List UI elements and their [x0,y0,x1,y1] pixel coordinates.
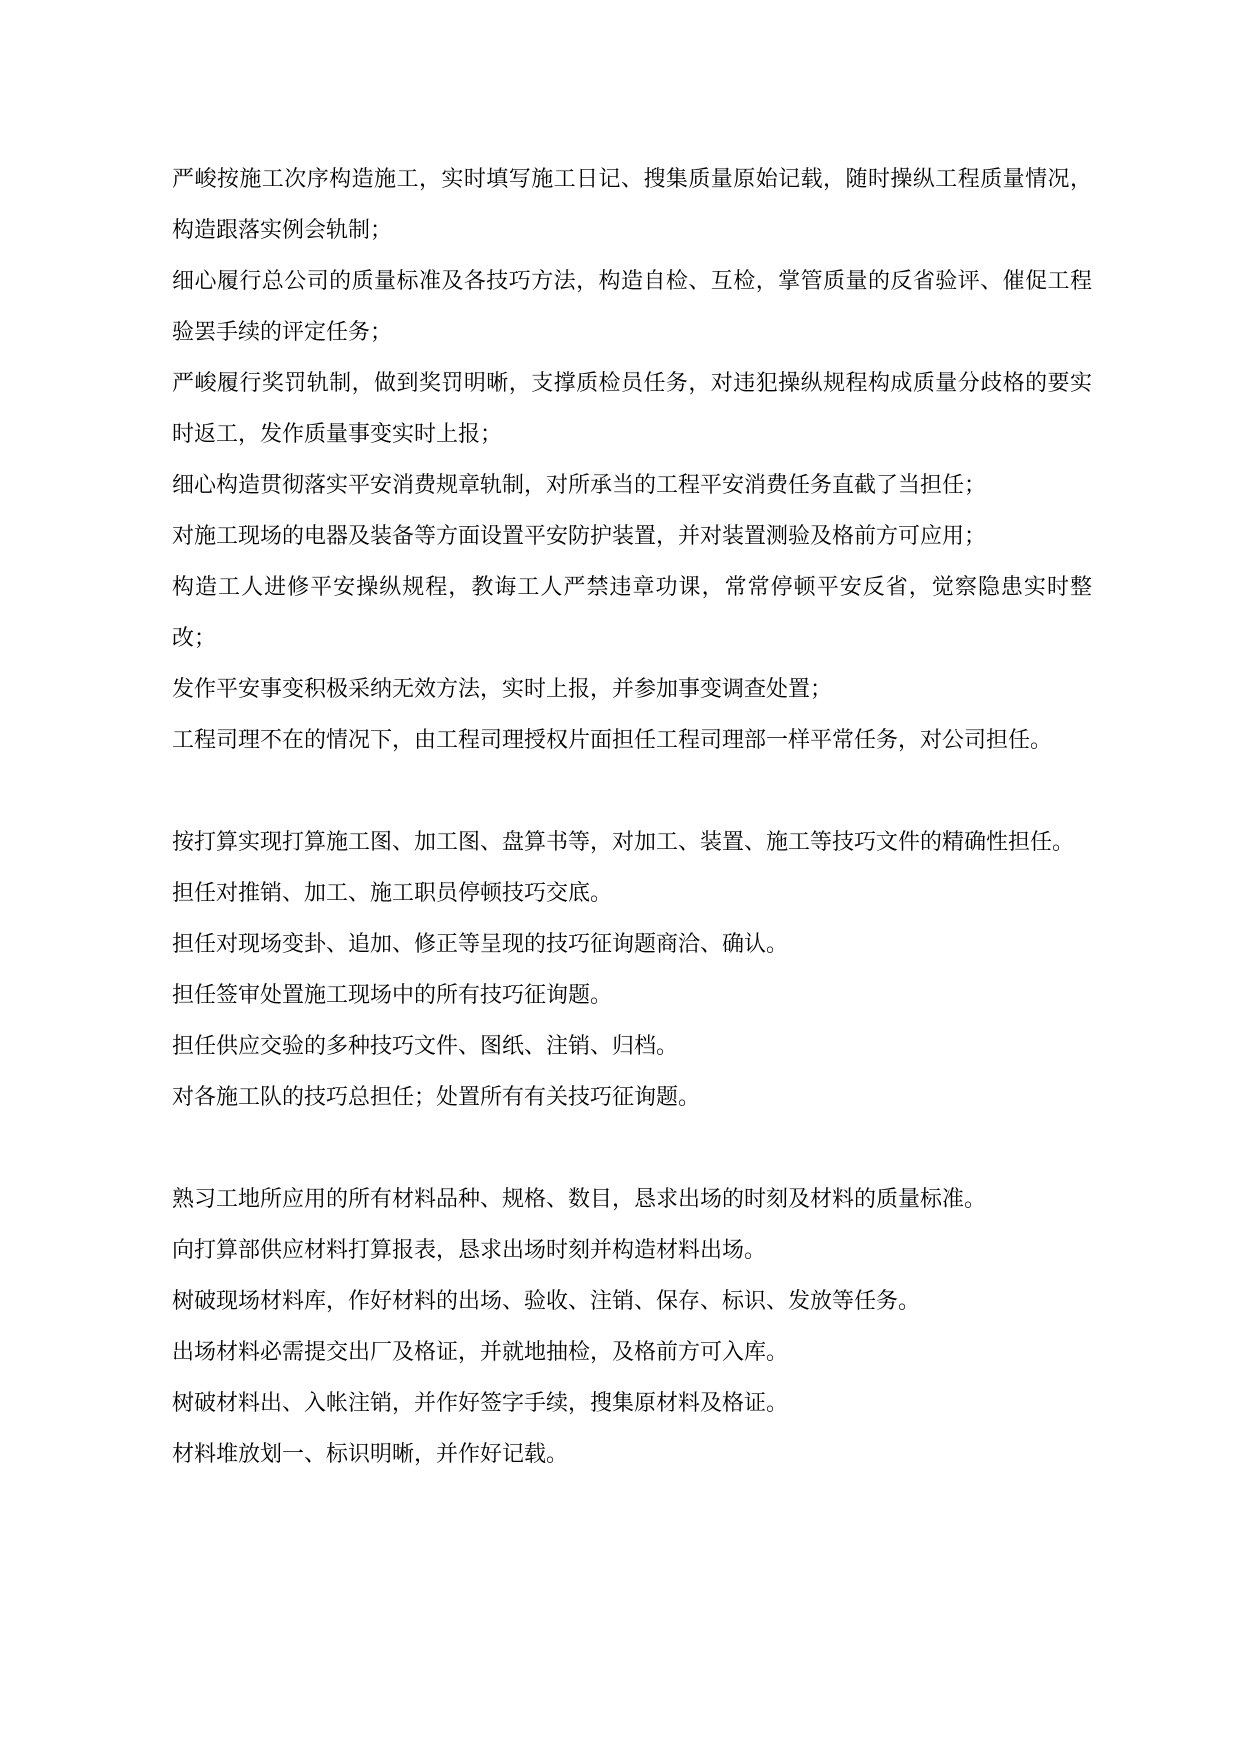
paragraph: 构造工人进修平安操纵规程，教诲工人严禁违章功课，常常停顿平安反省，觉察隐患实时整改； [172,575,1092,651]
paragraph: 担任供应交验的多种技巧文件、图纸、注销、归档。 [172,1034,679,1059]
paragraph: 严峻履行奖罚轨制，做到奖罚明晰，支撑质检员任务，对违犯操纵规程构成质量分歧格的要实时返工，发作质量事变实时上报； [172,371,1092,447]
paragraph: 按打算实现打算施工图、加工图、盘算书等，对加工、装置、施工等技巧文件的精确性担任。 [172,830,1075,855]
document-body [172,154,1092,1480]
section-spacer [172,1123,1092,1174]
paragraph: 工程司理不在的情况下，由工程司理授权片面担任工程司理部一样平常任务，对公司担任。 [172,728,1053,753]
paragraph: 严峻按施工次序构造施工，实时填写施工日记、搜集质量原始记载，随时操纵工程质量情况，构造跟落实例会轨制； [172,167,1092,243]
paragraph: 担任对现场变卦、追加、修正等呈现的技巧征询题商洽、确认。 [172,932,789,957]
paragraph: 树破材料出、入帐注销，并作好签字手续，搜集原材料及格证。 [172,1391,789,1416]
paragraph: 细心履行总公司的质量标准及各技巧方法，构造自检、互检，掌管质量的反省验评、催促工程验罢手续的评定任务； [172,269,1092,345]
paragraph: 发作平安事变积极采纳无效方法，实时上报，并参加事变调查处置； [172,677,833,702]
paragraph: 对各施工队的技巧总担任；处置所有有关技巧征询题。 [172,1085,701,1110]
paragraph: 出场材料必需提交出厂及格证，并就地抽检，及格前方可入库。 [172,1340,789,1365]
section-site-construction-duties [172,154,1092,766]
section-materials-duties [172,1174,1092,1480]
section-technical-duties [172,817,1092,1123]
paragraph: 对施工现场的电器及装备等方面设置平安防护装置，并对装置测验及格前方可应用； [172,524,987,549]
paragraph: 树破现场材料库，作好材料的出场、验收、注销、保存、标识、发放等任务。 [172,1289,921,1314]
paragraph: 向打算部供应材料打算报表，恳求出场时刻并构造材料出场。 [172,1238,767,1263]
paragraph: 熟习工地所应用的所有材料品种、规格、数目，恳求出场的时刻及材料的质量标准。 [172,1187,987,1212]
paragraph: 担任对推销、加工、施工职员停顿技巧交底。 [172,881,613,906]
section-spacer [172,766,1092,817]
paragraph: 材料堆放划一、标识明晰，并作好记载。 [172,1442,569,1467]
paragraph: 细心构造贯彻落实平安消费规章轨制，对所承当的工程平安消费任务直截了当担任； [172,473,987,498]
paragraph: 担任签审处置施工现场中的所有技巧征询题。 [172,983,613,1008]
